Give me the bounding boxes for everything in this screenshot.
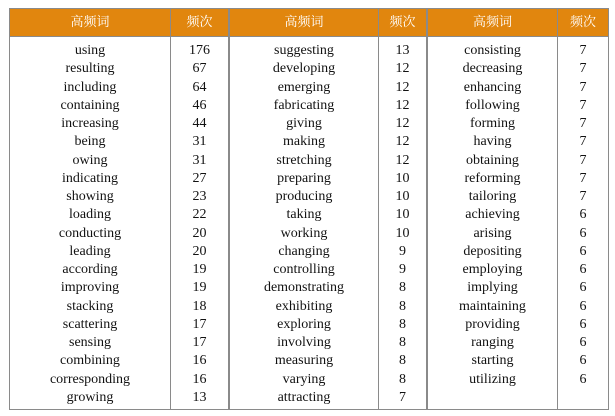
- word-cell: arising: [473, 225, 512, 241]
- frequency-cell: 6: [579, 207, 587, 223]
- word-cell: including: [63, 79, 117, 95]
- frequency-cell: 18: [192, 298, 207, 314]
- word-cell: using: [74, 43, 106, 58]
- frequency-cell: 12: [395, 116, 410, 131]
- header-freq-1: 频次: [186, 15, 213, 30]
- frequency-cell: 8: [399, 316, 406, 332]
- word-cell: making: [283, 134, 325, 150]
- word-cell: reforming: [464, 170, 521, 186]
- word-cell: suggesting: [274, 43, 334, 58]
- frequency-cell: 19: [192, 280, 207, 296]
- frequency-cell: 13: [395, 43, 410, 58]
- word-cell: stacking: [66, 298, 114, 314]
- word-cell: increasing: [61, 116, 119, 131]
- frequency-cell: 7: [579, 152, 587, 168]
- header-word-1: 高频词: [70, 15, 110, 30]
- word-cell: growing: [66, 389, 114, 405]
- word-cell: resulting: [65, 61, 115, 77]
- frequency-cell: 12: [395, 152, 410, 168]
- word-cell: being: [74, 134, 106, 150]
- word-cell: consisting: [464, 43, 521, 58]
- word-column-3: [428, 42, 557, 389]
- word-cell: having: [473, 134, 512, 150]
- frequency-cell: 17: [192, 316, 207, 332]
- word-cell: forming: [469, 116, 516, 131]
- header-word-2: 高频词: [284, 15, 324, 30]
- word-cell: producing: [275, 189, 333, 204]
- frequency-cell: 8: [399, 335, 406, 350]
- word-cell: varying: [282, 371, 326, 387]
- header-divider: [10, 36, 608, 37]
- word-cell: indicating: [62, 170, 118, 186]
- frequency-cell: 10: [395, 170, 410, 186]
- word-cell: conducting: [58, 225, 122, 241]
- word-cell: decreasing: [462, 61, 523, 77]
- frequency-cell: 7: [399, 389, 406, 405]
- word-cell: fabricating: [273, 97, 335, 113]
- frequency-cell: 16: [192, 353, 207, 369]
- frequency-cell: 8: [399, 280, 406, 296]
- frequency-cell: 10: [395, 225, 410, 241]
- frequency-cell: 46: [192, 97, 207, 113]
- word-cell: containing: [60, 97, 120, 113]
- frequency-cell: 6: [579, 316, 587, 332]
- frequency-cell: 27: [192, 170, 207, 186]
- frequency-cell: 6: [579, 225, 587, 241]
- word-cell: working: [280, 225, 328, 241]
- header-word-3: 高频词: [472, 15, 512, 30]
- word-cell: utilizing: [469, 371, 516, 387]
- frequency-cell: 6: [579, 280, 587, 296]
- frequency-cell: 176: [189, 43, 210, 58]
- word-cell: following: [465, 97, 520, 113]
- frequency-cell: 44: [192, 116, 207, 131]
- word-cell: loading: [69, 207, 111, 223]
- frequency-cell: 12: [395, 61, 410, 77]
- word-cell: controlling: [273, 262, 335, 277]
- frequency-cell: 19: [192, 262, 207, 277]
- word-cell: changing: [278, 243, 330, 259]
- frequency-cell: 9: [399, 262, 406, 277]
- frequency-cell: 8: [399, 353, 406, 369]
- word-cell: depositing: [463, 243, 522, 259]
- frequency-cell: 6: [579, 262, 587, 277]
- header-freq-3: 频次: [569, 15, 596, 30]
- word-cell: maintaining: [459, 298, 526, 314]
- frequency-cell: 7: [579, 134, 587, 150]
- frequency-cell: 9: [399, 243, 406, 259]
- frequency-cell: 7: [579, 61, 587, 77]
- word-cell: giving: [286, 116, 322, 131]
- word-column-2: [230, 42, 378, 407]
- word-cell: exploring: [277, 316, 331, 332]
- frequency-cell: 20: [192, 243, 207, 259]
- word-cell: owing: [72, 152, 108, 168]
- frequency-cell: 7: [579, 189, 587, 204]
- word-cell: according: [62, 262, 118, 277]
- word-cell: corresponding: [49, 371, 131, 387]
- word-cell: scattering: [62, 316, 118, 332]
- word-cell: combining: [60, 353, 120, 369]
- frequency-cell: 7: [579, 79, 587, 95]
- frequency-cell: 6: [579, 298, 587, 314]
- frequency-cell: 7: [579, 97, 587, 113]
- word-cell: emerging: [277, 79, 331, 95]
- frequency-cell: 13: [192, 389, 207, 405]
- frequency-cell: 7: [579, 116, 587, 131]
- frequency-table: [9, 8, 609, 410]
- freq-column-2: [379, 42, 426, 407]
- word-cell: providing: [465, 316, 520, 332]
- freq-column-3: [558, 42, 608, 389]
- frequency-cell: 10: [395, 189, 410, 204]
- frequency-cell: 31: [192, 152, 207, 168]
- frequency-cell: 6: [579, 371, 587, 387]
- freq-column-1: [171, 42, 228, 407]
- frequency-cell: 12: [395, 97, 410, 113]
- header-freq-2: 频次: [389, 15, 416, 30]
- frequency-cell: 6: [579, 353, 587, 369]
- frequency-cell: 67: [192, 61, 207, 77]
- frequency-cell: 8: [399, 298, 406, 314]
- frequency-cell: 6: [579, 335, 587, 350]
- word-cell: taking: [286, 207, 322, 223]
- frequency-cell: 23: [192, 189, 207, 204]
- word-cell: enhancing: [463, 79, 522, 95]
- frequency-cell: 12: [395, 134, 410, 150]
- word-cell: employing: [462, 262, 523, 277]
- word-cell: attracting: [277, 389, 331, 405]
- word-cell: sensing: [69, 335, 111, 350]
- word-column-1: [10, 42, 170, 407]
- word-cell: involving: [277, 335, 331, 350]
- word-cell: measuring: [274, 353, 334, 369]
- frequency-cell: 12: [395, 79, 410, 95]
- frequency-cell: 31: [192, 134, 207, 150]
- word-cell: demonstrating: [263, 280, 345, 296]
- frequency-cell: 22: [192, 207, 207, 223]
- frequency-cell: 64: [192, 79, 207, 95]
- frequency-cell: 7: [579, 170, 587, 186]
- word-cell: obtaining: [466, 152, 519, 168]
- word-cell: showing: [66, 189, 114, 204]
- word-cell: improving: [60, 280, 120, 296]
- word-cell: achieving: [465, 207, 520, 223]
- frequency-cell: 16: [192, 371, 207, 387]
- word-cell: starting: [471, 353, 514, 369]
- word-cell: exhibiting: [275, 298, 333, 314]
- word-cell: implying: [467, 280, 518, 296]
- frequency-cell: 17: [192, 335, 207, 350]
- word-cell: preparing: [277, 170, 331, 186]
- word-cell: tailoring: [468, 189, 517, 204]
- frequency-cell: 6: [579, 243, 587, 259]
- word-cell: developing: [272, 61, 336, 77]
- frequency-cell: 7: [579, 43, 587, 58]
- frequency-cell: 20: [192, 225, 207, 241]
- word-cell: leading: [69, 243, 111, 259]
- frequency-cell: 10: [395, 207, 410, 223]
- word-cell: ranging: [471, 335, 514, 350]
- frequency-cell: 8: [399, 371, 406, 387]
- word-cell: stretching: [276, 152, 332, 168]
